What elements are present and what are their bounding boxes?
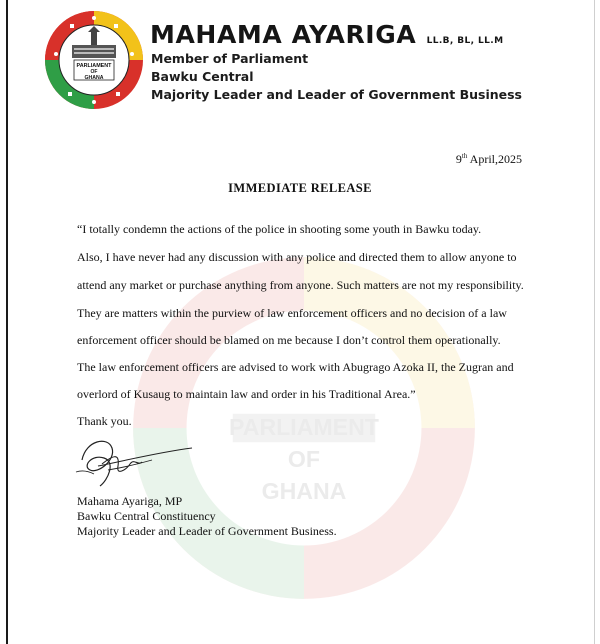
letterhead-line-constituency: Bawku Central — [151, 69, 254, 84]
release-date — [456, 152, 522, 167]
page-left-border — [6, 0, 8, 644]
letterhead-line-role: Majority Leader and Leader of Government Business — [151, 87, 522, 102]
date-rest: April,2025 — [467, 152, 522, 166]
letterhead-qualifications: LL.B, BL, LL.M — [426, 36, 504, 46]
watermark-parliament-text: PARLIAMENT — [229, 414, 379, 441]
body-line-1: “I totally condemn the actions of the police in shooting some youth in Bawku today. — [77, 222, 482, 236]
handwritten-signature — [68, 430, 196, 490]
parliament-watermark — [126, 250, 482, 606]
signoff-constituency: Bawku Central Constituency — [77, 509, 216, 523]
signoff-name: Mahama Ayariga, MP — [77, 494, 183, 508]
watermark-of-text: OF — [287, 446, 321, 473]
date-suffix: th — [461, 152, 468, 160]
parliament-seal-logo — [44, 10, 144, 110]
signoff-role: Majority Leader and Leader of Government Business. — [77, 524, 337, 538]
letterhead-line-member: Member of Parliament — [151, 51, 309, 66]
body-line-6: The law enforcement officers are advised to work with Abugrago Azoka II, the Zugran and — [77, 360, 514, 374]
seal-parliament-text: PARLIAMENT — [76, 63, 112, 69]
body-line-8: Thank you. — [77, 414, 132, 428]
letterhead-name-text: MAHAMA AYARIGA — [150, 20, 417, 49]
date-day: 9 — [455, 152, 462, 166]
body-line-3: attend any market or purchase anything from anyone. Such matters are not my responsibility. — [77, 278, 524, 292]
body-line-4: They are matters within the purview of law enforcement officers and no decision of a law — [77, 306, 507, 320]
body-line-7: overlord of Kusaug to maintain law and order in his Traditional Area.” — [77, 387, 416, 401]
letterhead-name — [150, 20, 503, 49]
body-line-2: Also, I have never had any discussion with any police and directed them to allow anyone to — [77, 250, 517, 264]
watermark-ghana-text: GHANA — [261, 478, 347, 505]
seal-ghana-text: GHANA — [84, 75, 104, 81]
page-right-border — [594, 0, 595, 644]
body-line-5: enforcement officer should be blamed on me because I don’t control them operationally. — [77, 333, 501, 347]
release-title: IMMEDIATE RELEASE — [228, 181, 372, 195]
seal-of-text: OF — [90, 69, 98, 75]
